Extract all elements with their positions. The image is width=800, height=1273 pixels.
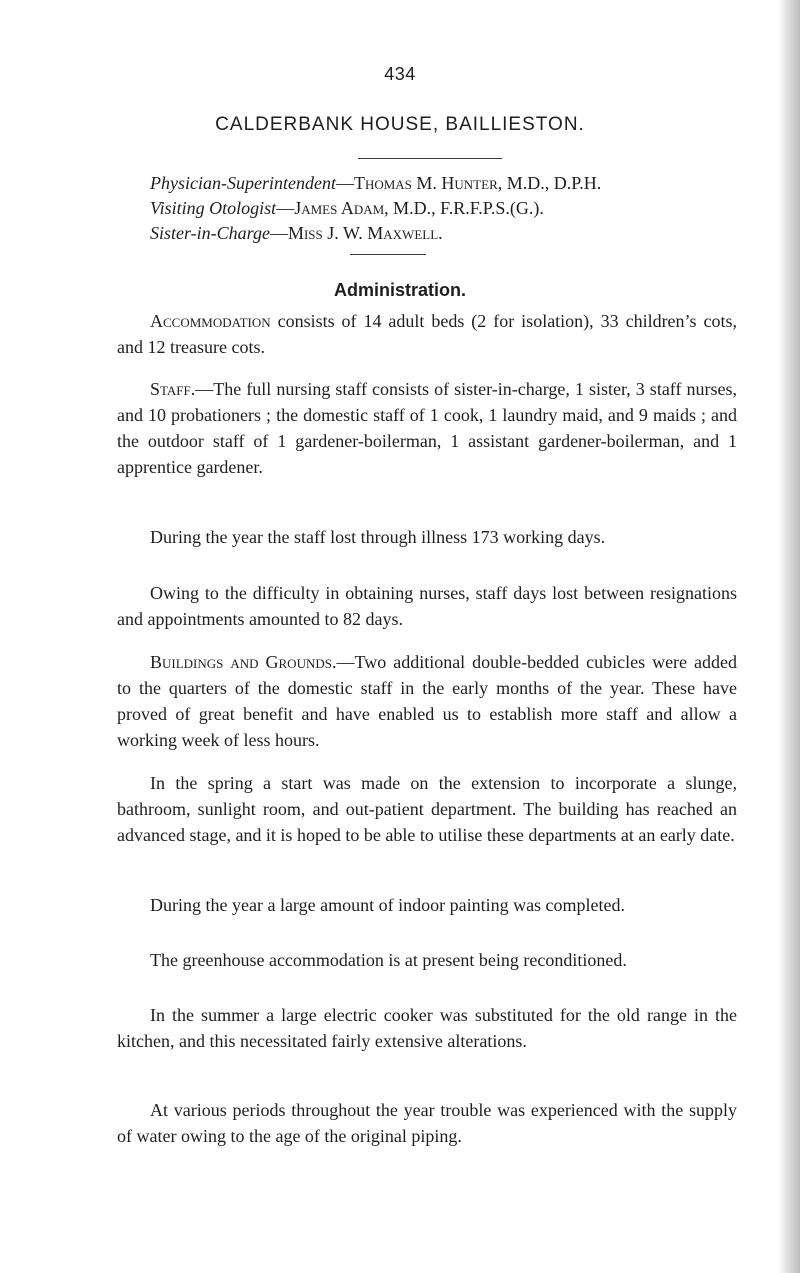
paragraph-lead: Accommodation — [150, 311, 271, 331]
paragraph-text: The greenhouse accommodation is at present being reconditioned. — [150, 950, 627, 970]
paragraph-text: —The full nursing staff consists of sister-in-charge, 1 sister, 3 staff nurses, and 10 probationers ; the domestic staff of 1 cook, 1 laundry maid, and 9 maids ; and the outdoor staff of 1 gardener-boilerman, 1 assistant gardener-boilerman, and 1 apprentice gardener. — [117, 379, 737, 477]
staff-qualifications: , M.D., F.R.F.P.S.(G.). — [384, 198, 544, 218]
staff-qualifications: , M.D., D.P.H. — [497, 173, 602, 193]
staff-name: James Adam — [294, 198, 385, 218]
staff-line-otologist — [150, 197, 544, 219]
paragraph-cooker — [117, 1002, 737, 1054]
dash-separator: — — [269, 223, 288, 243]
paragraph-illness — [117, 524, 737, 550]
staff-name: Miss J. W. Maxwell — [287, 223, 439, 243]
page-number: 434 — [384, 64, 416, 84]
staff-line-physician — [150, 172, 601, 194]
section-divider — [350, 254, 426, 255]
page-edge-shadow — [778, 0, 800, 1273]
paragraph-text: —Two additional double-bedded cubicles were added to the quarters of the domestic staff in the early months of the year. These have proved of great benefit and have enabled us to establish more staff and allow a working week of less hours. — [117, 652, 738, 750]
staff-role: Visiting Otologist — [150, 198, 277, 218]
title-divider — [358, 158, 502, 159]
paragraph-text: At various periods throughout the year trouble was experienced with the supply of water owing to the age of the original piping. — [117, 1100, 737, 1146]
paragraph-accommodation — [117, 308, 737, 360]
page-title: CALDERBANK HOUSE, BAILLIESTON. — [215, 114, 585, 135]
paragraph-text: In the summer a large electric cooker was substituted for the old range in the kitchen, and this necessitated fairly extensive alterations. — [117, 1005, 737, 1051]
paragraph-water — [117, 1097, 737, 1149]
paragraph-greenhouse — [117, 947, 737, 973]
staff-name: Thomas M. Hunter — [353, 173, 498, 193]
paragraph-resignations — [117, 580, 737, 632]
paragraph-lead: Buildings and Grounds. — [150, 652, 337, 672]
paragraph-buildings — [117, 649, 737, 753]
paragraph-text: In the spring a start was made on the extension to incorporate a slunge, bathroom, sunlight room, and out-patient department. The building has reached an advanced stage, and it is hoped to be able to utilise these departments at an early date. — [117, 773, 737, 845]
paragraph-extension — [117, 770, 737, 848]
paragraph-text: During the year a large amount of indoor painting was completed. — [150, 895, 626, 915]
paragraph-text: consists of 14 adult beds (2 for isolation), 33 children’s cots, and 12 treasure cots. — [117, 311, 737, 357]
paragraph-text: During the year the staff lost through illness 173 working days. — [150, 527, 606, 547]
dash-separator: — — [276, 198, 295, 218]
staff-line-sister — [150, 222, 443, 244]
staff-qualifications: . — [438, 223, 443, 243]
section-heading: Administration. — [333, 280, 466, 300]
paragraph-staff — [117, 376, 737, 480]
staff-role: Sister-in-Charge — [150, 223, 270, 243]
paragraph-text: Owing to the difficulty in obtaining nurses, staff days lost between resignations and appointments amounted to 82 days. — [117, 583, 737, 629]
staff-role: Physician-Superintendent — [150, 173, 336, 193]
paragraph-painting — [117, 892, 737, 918]
paragraph-lead: Staff. — [150, 379, 196, 399]
dash-separator: — — [335, 173, 354, 193]
